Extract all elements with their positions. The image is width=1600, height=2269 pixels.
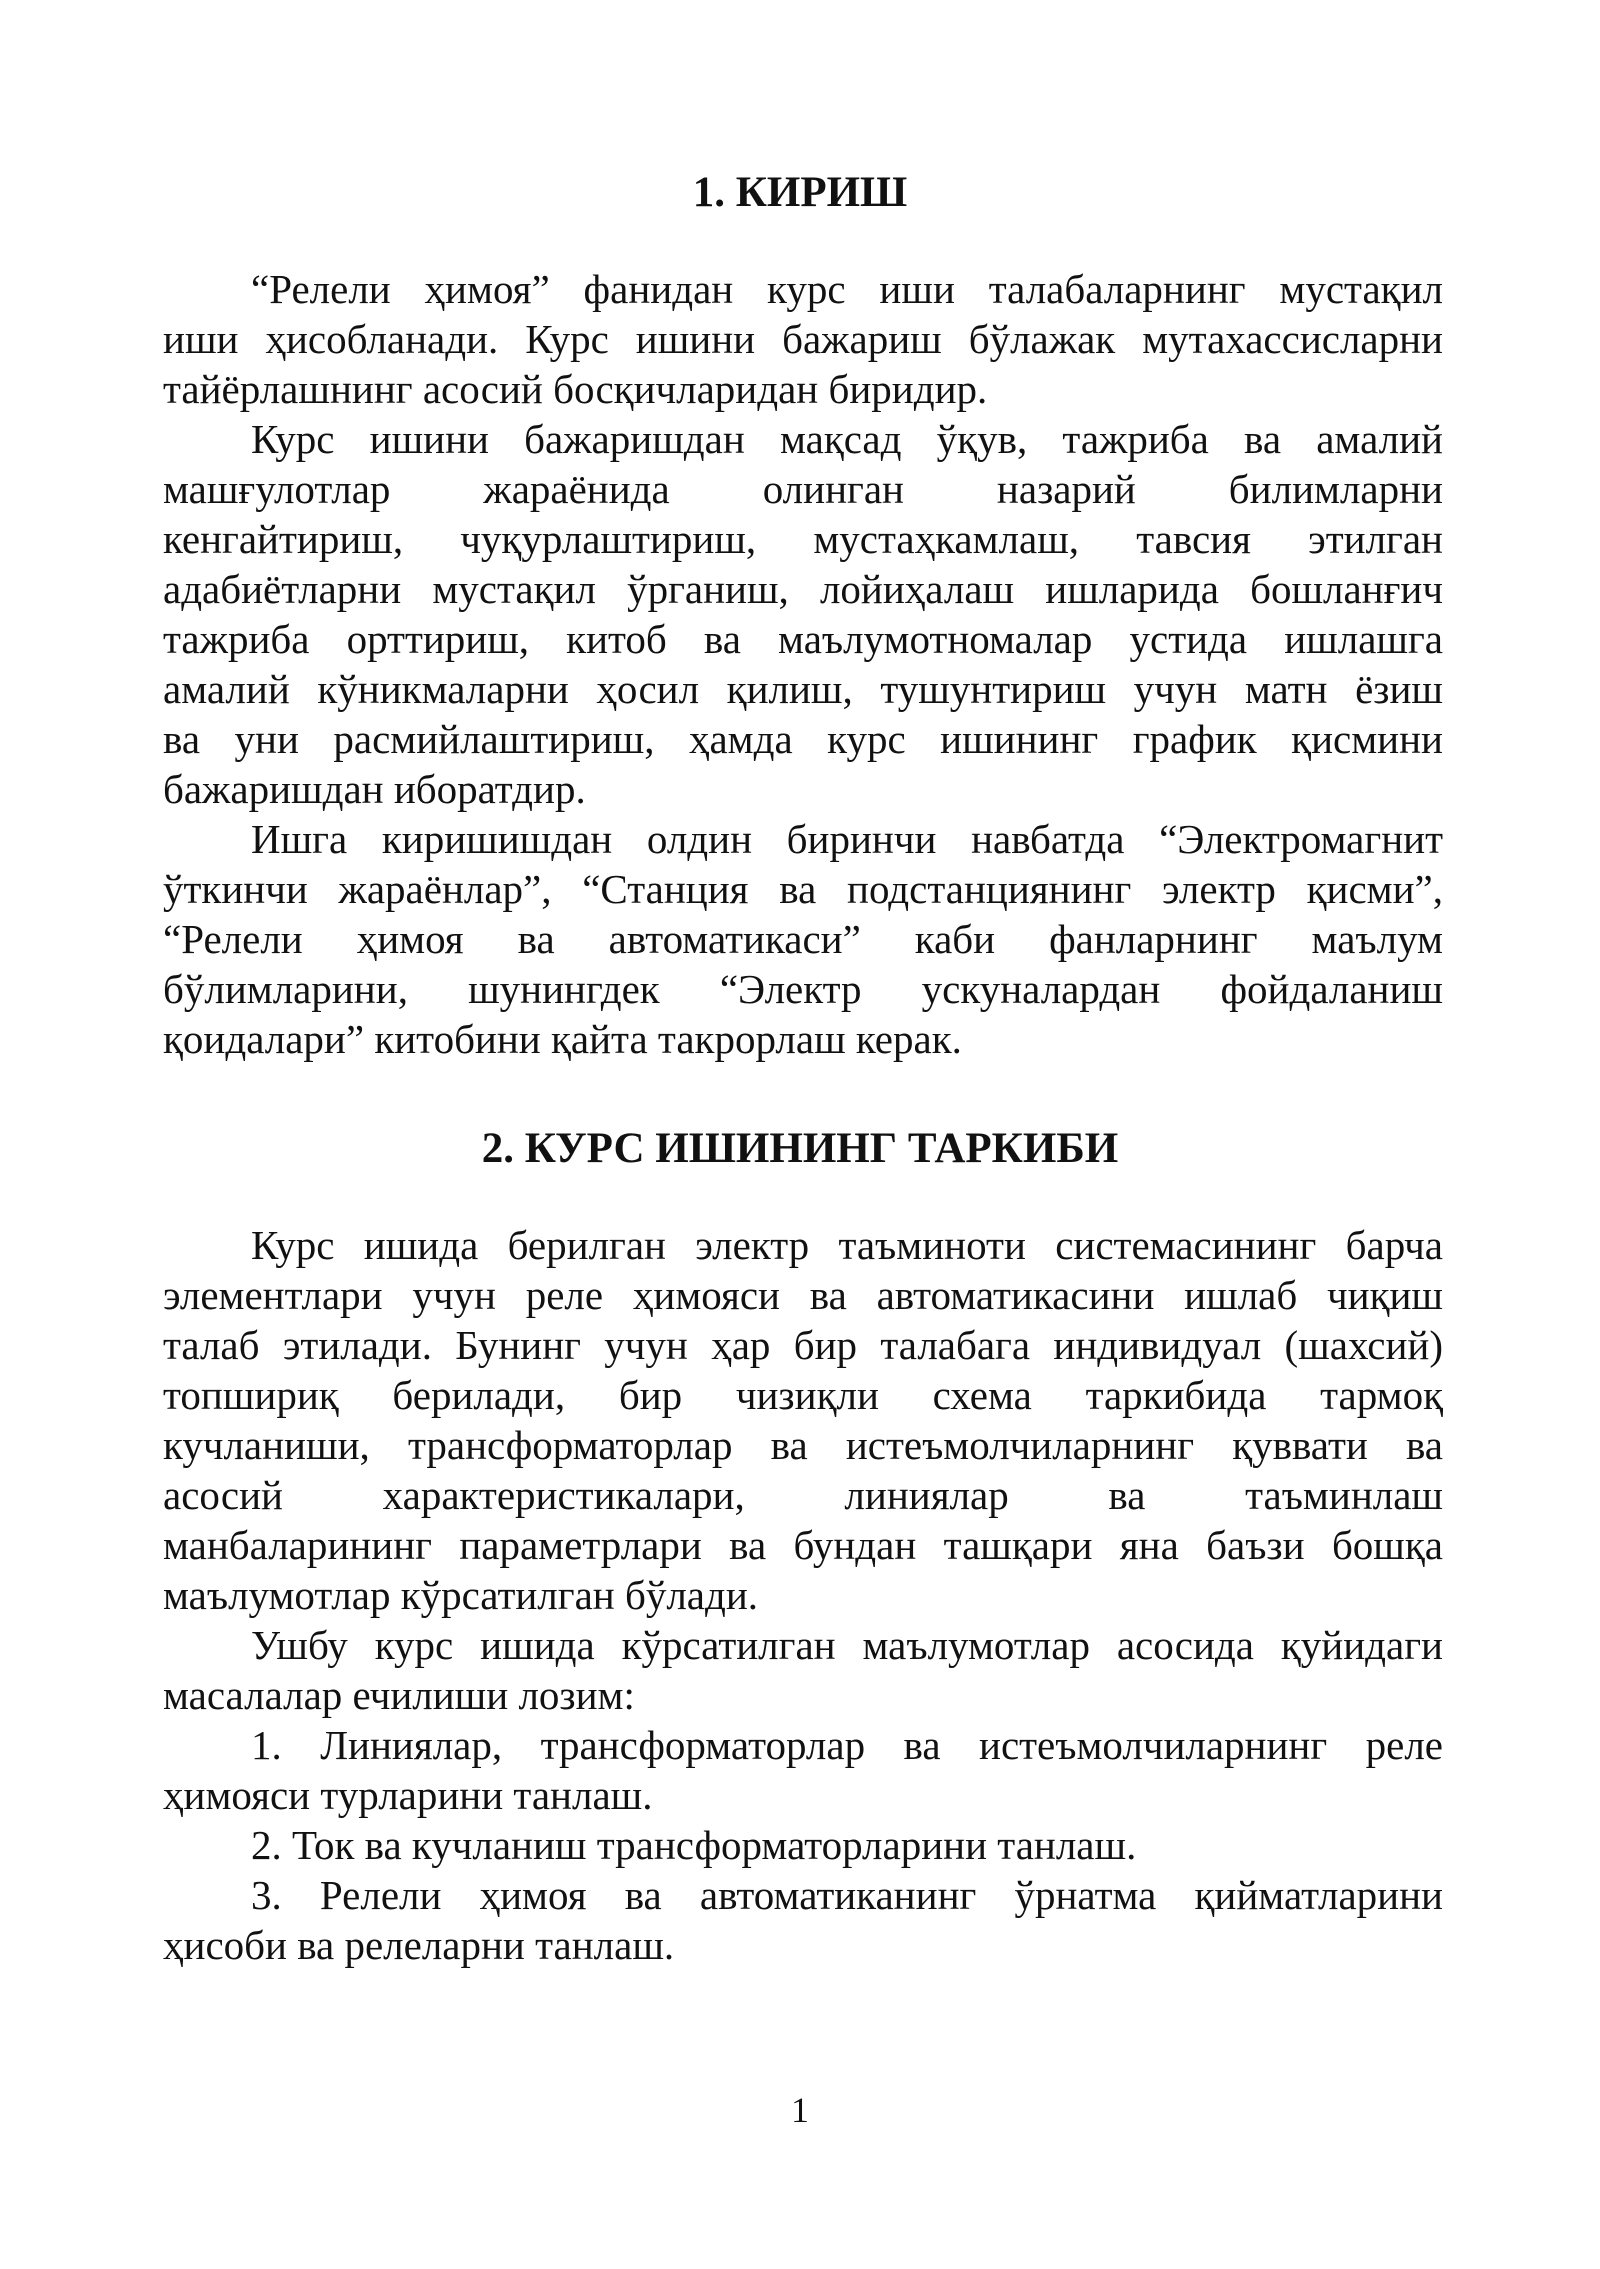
text-line: асосий характеристикалари, линиялар ва таъминлаш [163,1472,1443,1518]
section-2-heading: 2. КУРС ИШИНИНГ ТАРКИБИ [481,1125,1119,1172]
text-line: бажаришдан иборатдир. [163,766,586,812]
text-line: топшириқ берилади, бир чизиқли схема таркибида тармоқ [163,1372,1443,1418]
text-line: ҳимояси турларини танлаш. [163,1772,653,1818]
section-2-body [163,1220,1443,1970]
text-line: маълумотлар кўрсатилган бўлади. [163,1572,759,1618]
list-item-1: 1. Линиялар, трансформаторлар ва истеъмолчиларнинг реле [251,1722,1443,1768]
text-line: талаб этилади. Бунинг учун ҳар бир талабага индивидуал (шахсий) [163,1322,1443,1368]
text-line: амалий кўникмаларни ҳосил қилиш, тушунтириш учун матн ёзиш [163,666,1443,712]
text-line: манбаларининг параметрлари ва бундан ташқари яна баъзи бошқа [163,1522,1443,1568]
page-number: 1 [791,2090,809,2130]
text-line: ўткинчи жараёнлар”, “Станция ва подстанциянинг электр қисми”, [163,866,1443,912]
text-line: Курс ишида берилган электр таъминоти системасининг барча [251,1222,1443,1268]
list-item-2: 2. Ток ва кучланиш трансформаторларини танлаш. [251,1822,1137,1868]
text-line: кенгайтириш, чуқурлаштириш, мустаҳкамлаш, тавсия этилган [163,516,1443,562]
text-line: адабиётларни мустақил ўрганиш, лойиҳалаш ишларида бошланғич [163,566,1443,612]
text-line: “Релели ҳимоя” фанидан курс иши талабаларнинг мустақил [251,266,1443,312]
text-line: кучланиши, трансформаторлар ва истеъмолчиларнинг қуввати ва [163,1422,1443,1468]
text-line: Ишга киришишдан олдин биринчи навбатда “Электромагнит [251,816,1443,862]
section-1-body [163,264,1443,1064]
text-line: “Релели ҳимоя ва автоматикаси” каби фанларнинг маълум [163,916,1443,962]
list-item-3: 3. Релели ҳимоя ва автоматиканинг ўрнатма қийматларини [251,1872,1443,1918]
text-line: тажриба орттириш, китоб ва маълумотномалар устида ишлашга [163,616,1443,662]
text-line: машғулотлар жараёнида олинган назарий билимларни [163,466,1443,512]
text-line: ва уни расмийлаштириш, ҳамда курс ишининг график қисмини [163,716,1443,762]
text-line: иши ҳисобланади. Курс ишини бажариш бўлажак мутахассисларни [163,316,1443,362]
text-line: тайёрлашнинг асосий босқичларидан биридир. [163,366,988,412]
text-line: бўлимларини, шунингдек “Электр ускуналардан фойдаланиш [163,966,1443,1012]
text-line: ҳисоби ва релеларни танлаш. [163,1922,675,1968]
text-line: Ушбу курс ишида кўрсатилган маълумотлар асосида қуйидаги [251,1622,1443,1668]
text-line: элементлари учун реле ҳимояси ва автоматикасини ишлаб чиқиш [163,1272,1443,1318]
text-line: Курс ишини бажаришдан мақсад ўқув, тажриба ва амалий [251,416,1443,462]
section-1-heading: 1. КИРИШ [692,169,908,216]
text-line: қоидалари” китобини қайта такрорлаш керак. [163,1016,962,1062]
text-line: масалалар ечилиши лозим: [163,1672,635,1718]
